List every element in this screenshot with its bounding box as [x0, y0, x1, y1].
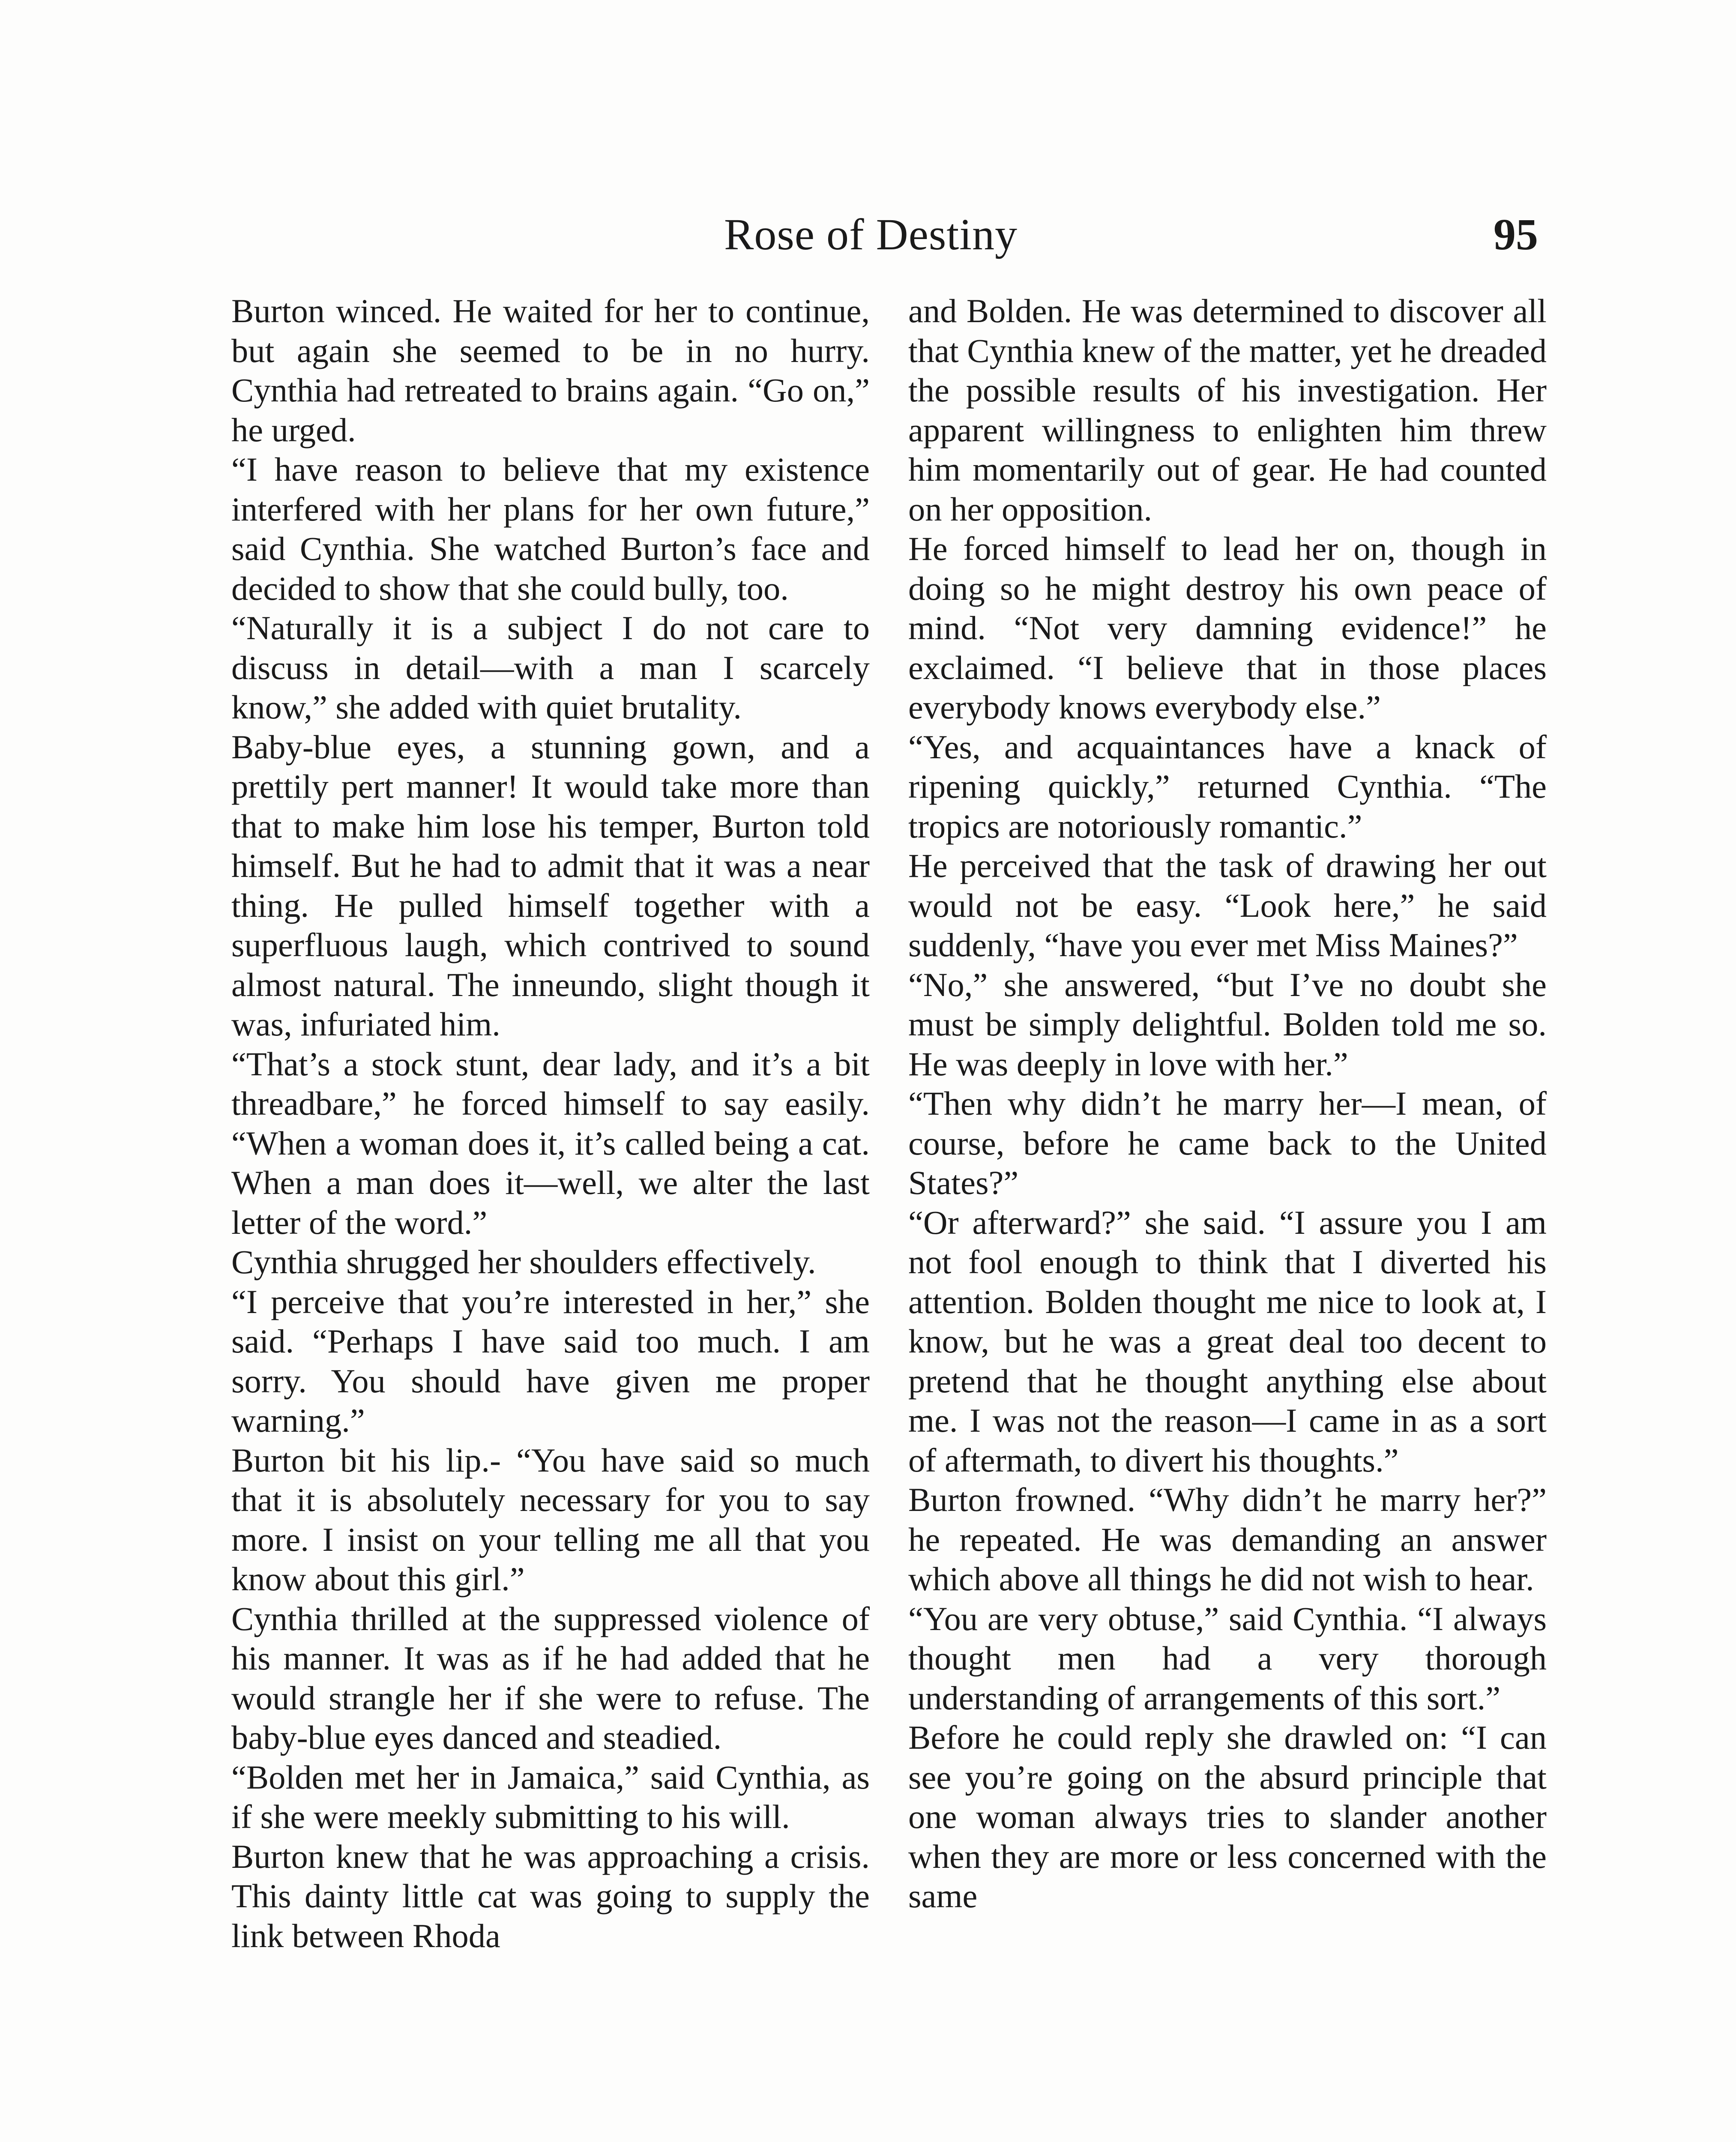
paragraph: Cynthia shrugged her shoulders effectively.: [231, 1243, 816, 1280]
paragraph: Cynthia thrilled at the suppressed violence of his manner. It was as if he had added that he would strangle her if she were to refuse. The baby-blue eyes danced and steadied.: [231, 1600, 870, 1756]
paragraph: “No,” she answered, “but I’ve no doubt she must be simply delightful. Bolden told me so. He was deeply in love with her.”: [908, 966, 1547, 1083]
paragraph: Burton knew that he was approaching a crisis. This dainty little cat was going to supply the link between Rhoda: [231, 1837, 870, 1954]
paragraph: “Or afterward?” she said. “I assure you I am not fool enough to think that I diverted his attention. Bolden thought me nice to look at, I know, but he was a great deal too decent to pretend that he thought anything else about me. I was not the reason—I came in as a sort of aftermath, to divert his thoughts.”: [908, 1203, 1547, 1479]
left-text-column: [231, 291, 870, 1956]
running-title: Rose of Destiny: [724, 210, 1018, 259]
paragraph: “Then why didn’t he marry her—I mean, of course, before he came back to the United States?”: [908, 1085, 1547, 1201]
page-number: 95: [1494, 210, 1538, 259]
paragraph: and Bolden. He was determined to discover all that Cynthia knew of the matter, yet he dreaded the possible results of his investigation. Her apparent willingness to enlighten him threw him momentarily out of gear. He had counted on her opposition.: [908, 292, 1547, 528]
paragraph: Before he could reply she drawled on: “I can see you’re going on the absurd principle that one woman always tries to slander another when they are more or less concerned with the same: [908, 1719, 1547, 1915]
paragraph: Baby-blue eyes, a stunning gown, and a prettily pert manner! It would take more than that to make him lose his temper, Burton told himself. But he had to admit that it was a near thing. He pulled himself together with a superfluous laugh, which contrived to sound almost natural. The inneundo, slight though it was, infuriated him.: [231, 728, 870, 1043]
paragraph: Burton frowned. “Why didn’t he marry her?” he repeated. He was demanding an answer which above all things he did not wish to hear.: [908, 1481, 1547, 1598]
paragraph: “You are very obtuse,” said Cynthia. “I always thought men had a very thorough understanding of arrangements of this sort.”: [908, 1600, 1547, 1717]
paragraph: He perceived that the task of drawing her out would not be easy. “Look here,” he said suddenly, “have you ever met Miss Maines?”: [908, 847, 1547, 963]
paragraph: “Bolden met her in Jamaica,” said Cynthia, as if she were meekly submitting to his will.: [231, 1758, 870, 1835]
paragraph: “Yes, and acquaintances have a knack of ripening quickly,” returned Cynthia. “The tropics are notoriously romantic.”: [908, 728, 1547, 845]
running-header: [724, 205, 1581, 273]
paragraph: Burton winced. He waited for her to continue, but again she seemed to be in no hurry. Cynthia had retreated to brains again. “Go on,” he urged.: [231, 292, 870, 449]
paragraph: “I have reason to believe that my existence interfered with her plans for her own future,” said Cynthia. She watched Burton’s face and decided to show that she could bully, too.: [231, 451, 870, 607]
paragraph: “Naturally it is a subject I do not care to discuss in detail—with a man I scarcely know,” she added with quiet brutality.: [231, 609, 870, 726]
paragraph: He forced himself to lead her on, though in doing so he might destroy his own peace of mind. “Not very damning evidence!” he exclaimed. “I believe that in those places everybody knows everybody else.”: [908, 530, 1547, 726]
right-text-column: [908, 291, 1547, 1916]
paragraph: Burton bit his lip.- “You have said so much that it is absolutely necessary for you to say more. I insist on your telling me all that you know about this girl.”: [231, 1441, 870, 1598]
paragraph: “I perceive that you’re interested in her,” she said. “Perhaps I have said too much. I am sorry. You should have given me proper warning.”: [231, 1283, 870, 1439]
paragraph: “That’s a stock stunt, dear lady, and it’s a bit threadbare,” he forced himself to say easily. “When a woman does it, it’s called being a cat. When a man does it—well, we alter the last letter of the word.”: [231, 1045, 870, 1241]
